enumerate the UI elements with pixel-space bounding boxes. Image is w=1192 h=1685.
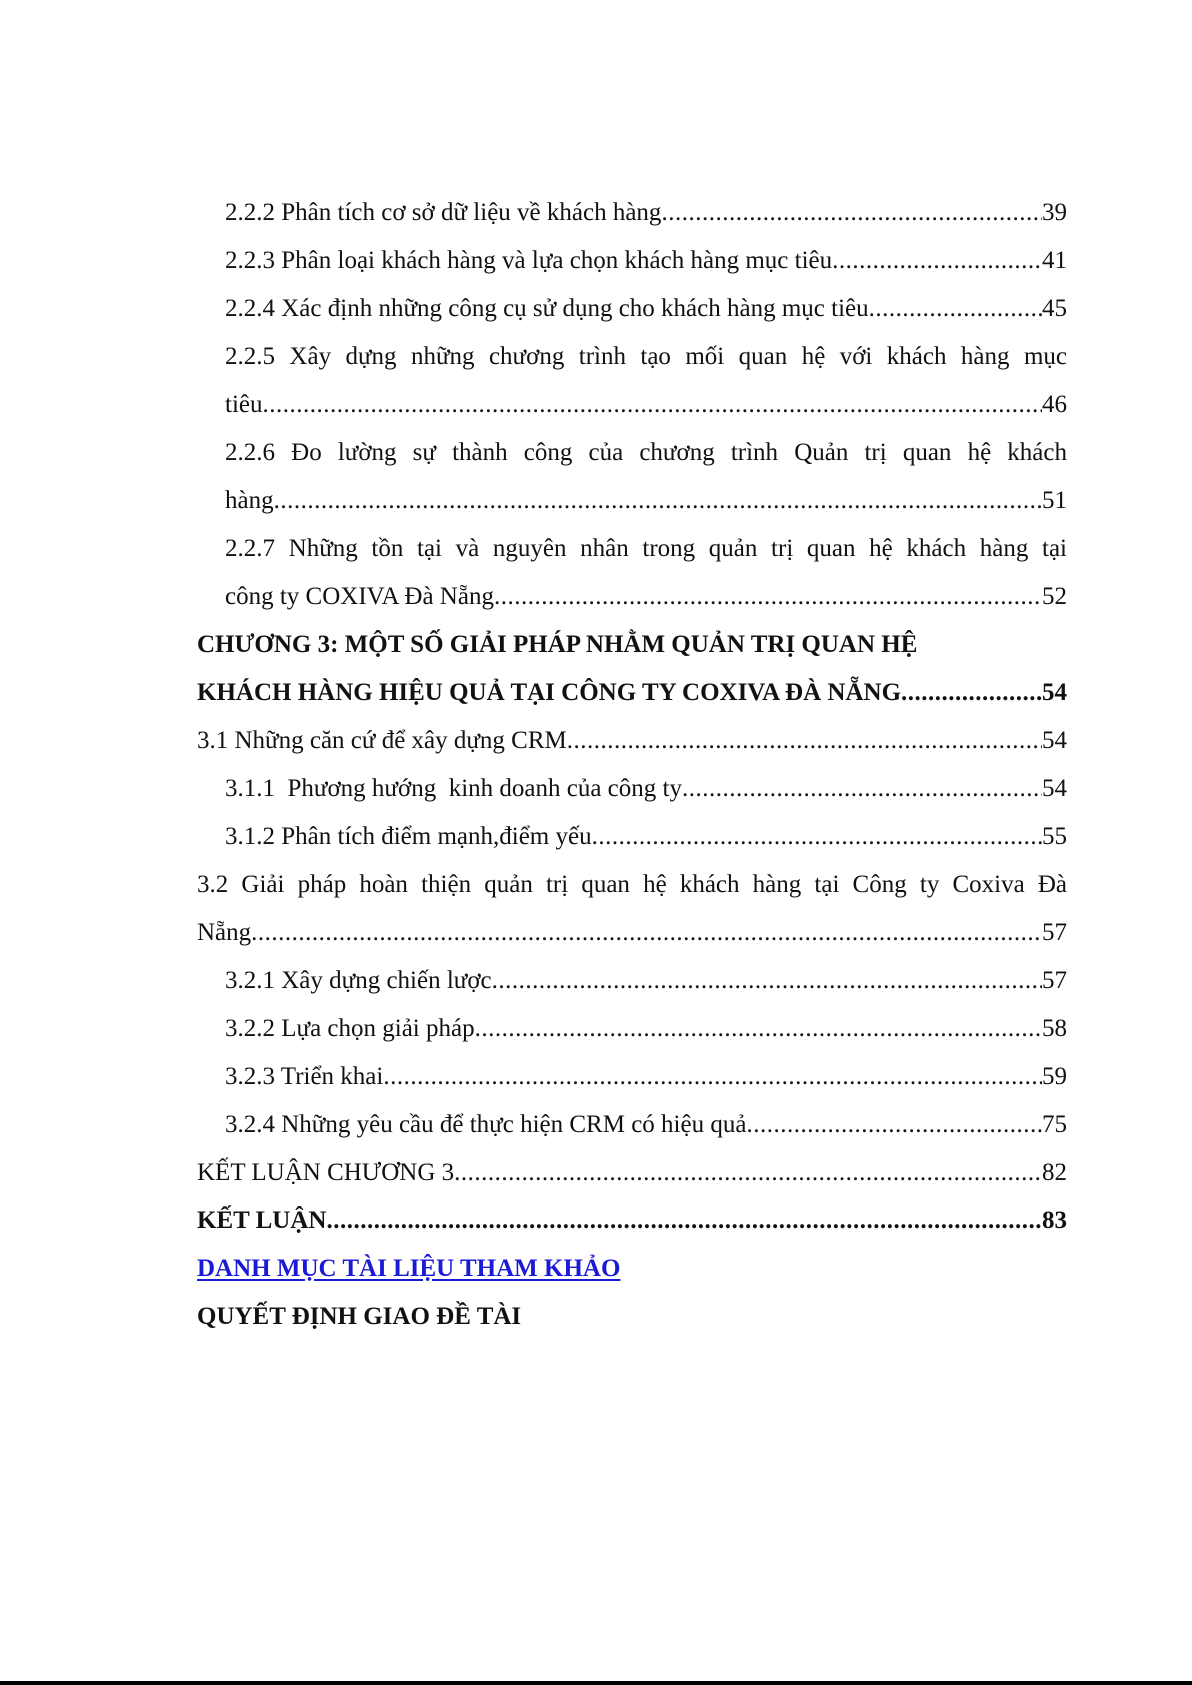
toc-entry-page: 51 [1042, 487, 1067, 514]
toc-entry-3-1-1[interactable] [197, 765, 1067, 813]
toc-entry-page: 54 [1042, 727, 1067, 754]
toc-entry-3-2-line1[interactable]: 3.2 Giải pháp hoàn thiện quản trị quan hệ khách hàng tại Công ty Coxiva Đà [197, 871, 1067, 898]
toc-entry-page: 57 [1042, 919, 1067, 946]
toc-entry-2-2-5-line1[interactable]: 2.2.5 Xây dựng những chương trình tạo mối quan hệ với khách hàng mục [225, 343, 1067, 370]
dot-leader [383, 1053, 1042, 1101]
toc-entry-ket-luan[interactable] [197, 1197, 1067, 1245]
toc-entry-title: 3.2.4 Những yêu cầu để thực hiện CRM có hiệu quả [225, 1111, 747, 1138]
table-of-contents [197, 189, 1067, 1341]
toc-entry-3-2-3[interactable] [197, 1053, 1067, 1101]
toc-entry-2-2-6-line2[interactable] [197, 477, 1067, 525]
toc-entry-page: 54 [1042, 679, 1067, 706]
toc-entry-2-2-4[interactable] [197, 285, 1067, 333]
toc-entry-page: 54 [1042, 775, 1067, 802]
toc-entry-title: Nẵng [197, 919, 252, 946]
dot-leader [263, 381, 1043, 429]
dot-leader [682, 765, 1042, 813]
dot-leader [869, 285, 1042, 333]
page-bottom-edge [0, 1681, 1192, 1685]
toc-entry-page: 46 [1042, 391, 1067, 418]
toc-entry-page: 55 [1042, 823, 1067, 850]
toc-entry-2-2-5-line2[interactable] [197, 381, 1067, 429]
dot-leader [326, 1197, 1042, 1245]
toc-entry-title: 2.2.3 Phân loại khách hàng và lựa chọn khách hàng mục tiêu [225, 247, 833, 274]
dot-leader [832, 237, 1042, 285]
toc-entry-title: công ty COXIVA Đà Nẵng [225, 583, 494, 610]
toc-entry-3-2-1[interactable] [197, 957, 1067, 1005]
toc-entry-page: 39 [1042, 199, 1067, 226]
toc-entry-page: 45 [1042, 295, 1067, 322]
toc-entry-decision[interactable]: QUYẾT ĐỊNH GIAO ĐỀ TÀI [197, 1303, 522, 1330]
toc-entry-title: 3.2.3 Triển khai [225, 1063, 384, 1090]
toc-entry-title: 3.2.2 Lựa chọn giải pháp [225, 1015, 475, 1042]
dot-leader [901, 669, 1042, 717]
toc-entry-3-2-4[interactable] [197, 1101, 1067, 1149]
toc-entry-title: KẾT LUẬN CHƯƠNG 3 [197, 1159, 455, 1186]
toc-entry-3-2-line2[interactable] [197, 909, 1067, 957]
toc-entry-ket-luan-chuong-3[interactable] [197, 1149, 1067, 1197]
toc-entry-page: 58 [1042, 1015, 1067, 1042]
dot-leader [592, 813, 1042, 861]
dot-leader [746, 1101, 1042, 1149]
toc-entry-2-2-3[interactable] [197, 237, 1067, 285]
toc-chapter-3-line1[interactable]: CHƯƠNG 3: MỘT SỐ GIẢI PHÁP NHẰM QUẢN TRỊ QUAN HỆ [197, 631, 918, 658]
toc-entry-page: 75 [1042, 1111, 1067, 1138]
toc-entry-2-2-2[interactable] [197, 189, 1067, 237]
toc-entry-references[interactable] [197, 1245, 1067, 1293]
toc-entry-title: tiêu [225, 391, 263, 418]
references-link[interactable]: DANH MỤC TÀI LIỆU THAM KHẢO [197, 1255, 621, 1282]
toc-entry-2-2-6-line1[interactable]: 2.2.6 Đo lường sự thành công của chương trình Quản trị quan hệ khách [225, 439, 1067, 466]
toc-chapter-3-line2[interactable] [197, 669, 1067, 717]
dot-leader [454, 1149, 1042, 1197]
toc-entry-3-2-2[interactable] [197, 1005, 1067, 1053]
toc-entry-3-1-2[interactable] [197, 813, 1067, 861]
toc-entry-title: KHÁCH HÀNG HIỆU QUẢ TẠI CÔNG TY COXIVA ĐÀ NẴNG [197, 679, 902, 706]
dot-leader [274, 477, 1042, 525]
toc-entry-title: 3.1 Những căn cứ để xây dựng CRM [197, 727, 567, 754]
toc-entry-page: 57 [1042, 967, 1067, 994]
toc-entry-title: hàng [225, 487, 274, 514]
toc-entry-page: 82 [1042, 1159, 1067, 1186]
dot-leader [661, 189, 1042, 237]
toc-entry-title: 3.1.1 Phương hướng kinh doanh của công ty [225, 775, 682, 802]
toc-entry-page: 59 [1042, 1063, 1067, 1090]
toc-entry-2-2-7-line2[interactable] [197, 573, 1067, 621]
toc-entry-2-2-7-line1[interactable]: 2.2.7 Những tồn tại và nguyên nhân trong quản trị quan hệ khách hàng tại [225, 535, 1067, 562]
toc-entry-title: KẾT LUẬN [197, 1207, 327, 1234]
dot-leader [251, 909, 1042, 957]
toc-entry-page: 52 [1042, 583, 1067, 610]
dot-leader [492, 957, 1042, 1005]
toc-entry-title: 3.1.2 Phân tích điểm mạnh,điểm yếu [225, 823, 592, 850]
toc-entry-page: 83 [1042, 1207, 1067, 1234]
toc-entry-title: 3.2.1 Xây dựng chiến lược [225, 967, 492, 994]
dot-leader [494, 573, 1042, 621]
toc-entry-3-1[interactable] [197, 717, 1067, 765]
toc-entry-title: 2.2.4 Xác định những công cụ sử dụng cho khách hàng mục tiêu [225, 295, 869, 322]
toc-entry-title: 2.2.2 Phân tích cơ sở dữ liệu về khách hàng [225, 199, 662, 226]
dot-leader [475, 1005, 1042, 1053]
toc-entry-page: 41 [1042, 247, 1067, 274]
dot-leader [567, 717, 1042, 765]
